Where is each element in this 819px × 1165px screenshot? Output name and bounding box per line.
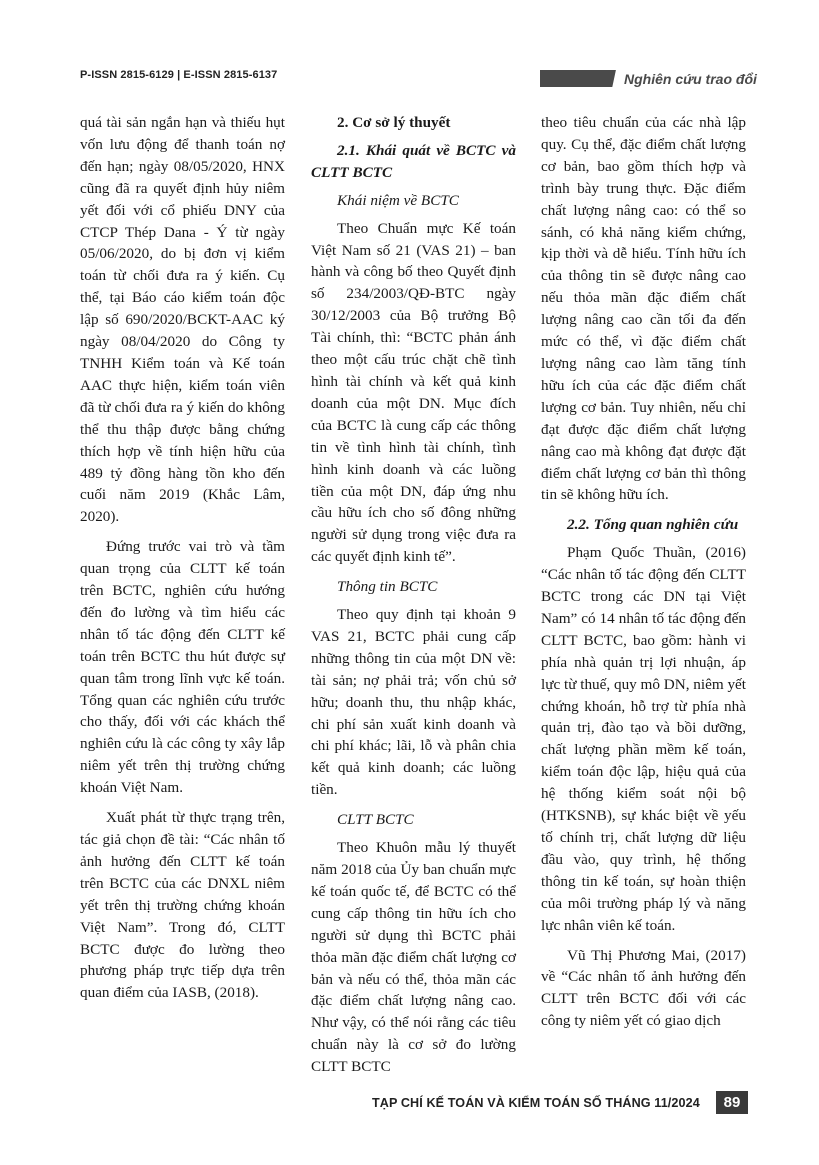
paragraph: Theo Chuẩn mực Kế toán Việt Nam số 21 (VAS 21) – ban hành và công bố theo Quyết định số 234/2003/QĐ-BTC ngày 30/12/2003 của Bộ trưởng Bộ Tài chính, thì: “BCTC phản ánh theo một cấu trúc chặt chẽ tình hình tài chính và kết quả kinh doanh của một DN. Mục đích của BCTC là cung cấp các thông tin về tình hình tài chính, tình hình kinh doanh và các luồng tiền của một DN, đáp ứng nhu cầu hữu ích cho số đông những người sử dụng trong việc đưa ra các quyết định kinh tế”.: [311, 219, 516, 566]
paragraph: Vũ Thị Phương Mai, (2017) về “Các nhân tố ảnh hưởng đến CLTT trên BCTC đối với các công ty niêm yết có giao dịch: [541, 946, 746, 1030]
subsection-heading: 2.2. Tổng quan nghiên cứu: [567, 516, 739, 534]
minor-heading: CLTT BCTC: [337, 811, 414, 829]
column-1: [80, 112, 285, 1012]
subsection-heading: 2.1. Khái quát về BCTC và CLTT BCTC: [311, 141, 516, 181]
paragraph: Phạm Quốc Thuần, (2016) “Các nhân tố tác động đến CLTT BCTC trong các DN tại Việt Nam” có 14 nhân tố tác động đến CLTT BCTC, bao gồm: hành vi phía nhà quản trị lợi nhuận, áp lực từ thuế, quy mô DN, niêm yết chứng khoán, hỗ trợ từ phía nhà quản trị, đào tạo và bồi dưỡng, chất lượng phần mềm kế toán, kiểm toán độc lập, hiệu quả của hệ thống kiểm soát nội bộ (HTKSNB), sự khác biệt về yếu tố chính trị, chất lượng dữ liệu đầu vào, quy trình, hệ thống thông tin kế toán, sự hoàn thiện của môi trường pháp lý và năng lực nhân viên kế toán.: [541, 544, 747, 934]
paragraph: Theo quy định tại khoản 9 VAS 21, BCTC phải cung cấp những thông tin của một DN về: tài sản; nợ phải trả; vốn chủ sở hữu; doanh thu, thu nhập khác, chi phí sản xuất kinh doanh và chi phí khác; lãi, lỗ và phân chia kết quả kinh doanh; các luồng tiền.: [311, 606, 516, 799]
section-label-text: Nghiên cứu trao đổi: [624, 71, 757, 87]
paragraph: Xuất phát từ thực trạng trên, tác giả chọn đề tài: “Các nhân tố ảnh hưởng đến CLTT kế toán trên BCTC của các DNXL niêm yết trên thị trường chứng khoán Việt Nam”. Trong đó, CLTT BCTC được đo lường theo phương pháp trực tiếp dựa trên quan điểm của IASB, (2018).: [80, 809, 285, 1002]
section-heading: 2. Cơ sở lý thuyết: [337, 114, 451, 131]
issn-header: P-ISSN 2815-6129 | E-ISSN 2815-6137: [80, 69, 278, 81]
column-3: [541, 112, 746, 1040]
paragraph: Theo Khuôn mẫu lý thuyết năm 2018 của Ủy ban chuẩn mực kế toán quốc tế, để BCTC có thể cung cấp thông tin hữu ích cho người sử dụng thì BCTC phải thỏa mãn đặc điểm chất lượng cơ bản và nếu có thể, thỏa mãn các đặc điểm chất lượng nâng cao. Như vậy, có thể nói rằng các tiêu chuẩn này là cơ sở đo lường CLTT BCTC: [311, 839, 516, 1076]
paragraph: theo tiêu chuẩn của các nhà lập quy. Cụ thể, đặc điểm chất lượng cơ bản, bao gồm thích hợp và trình bày trung thực. Đặc điểm chất lượng nâng cao: có thể so sánh, có khả năng kiểm chứng, kịp thời và dễ hiểu. Tính hữu ích của thông tin sẽ được nâng cao nếu thỏa mãn đặc điểm chất lượng nâng cao cần tối đa đến mức có thể, vì đặc điểm chất lượng nâng cao làm tăng tính hữu ích của các đặc điểm chất lượng cơ bản. Tuy nhiên, nếu chỉ đạt được đặc điểm chất lượng nâng cao mà không đạt được đặt điểm chất lượng cơ bản thì thông tin sẽ không hữu ích.: [541, 114, 746, 504]
minor-heading: Thông tin BCTC: [337, 578, 438, 596]
paragraph: Đứng trước vai trò và tầm quan trọng của CLTT kế toán trên BCTC, nghiên cứu hướng đến đo lường và tìm hiểu các nhân tố tác động đến CLTT kế toán trên BCTC thu hút được sự quan tâm trong lĩnh vực kế toán. Tổng quan các nghiên cứu trước cho thấy, đối với các khách thể nghiên cứu là các công ty xây lắp niêm yết trên thị trường chứng khoán Việt Nam.: [80, 538, 285, 797]
section-label: [612, 68, 777, 90]
page-number: 89: [716, 1091, 748, 1114]
journal-footer: TẠP CHÍ KẾ TOÁN VÀ KIỂM TOÁN SỐ THÁNG 11/2024: [372, 1096, 700, 1110]
column-2: [311, 112, 516, 1086]
minor-heading: Khái niệm về BCTC: [337, 191, 459, 209]
paragraph: quá tài sản ngắn hạn và thiếu hụt vốn lưu động để thanh toán nợ đến hạn; ngày 08/05/2020, HNX cũng đã ra quyết định hủy niêm yết đối với cổ phiếu DNY của CTCP Thép Dana - Ý từ ngày 05/06/2020, do bị đơn vị kiểm toán từ chối đưa ra ý kiến. Cụ thể, tại Báo cáo kiểm toán độc lập số 690/2020/BCKT-AAC ký ngày 08/04/2020 do Công ty TNHH Kiểm toán và Kế toán AAC thực hiện, kiểm toán viên đã từ chối đưa ra ý kiến do không thể thu thập được bằng chứng thích hợp về tính hiện hữu của 489 tỷ đồng hàng tồn kho đến cuối năm 2019 (Khắc Lâm, 2020).: [80, 114, 285, 526]
